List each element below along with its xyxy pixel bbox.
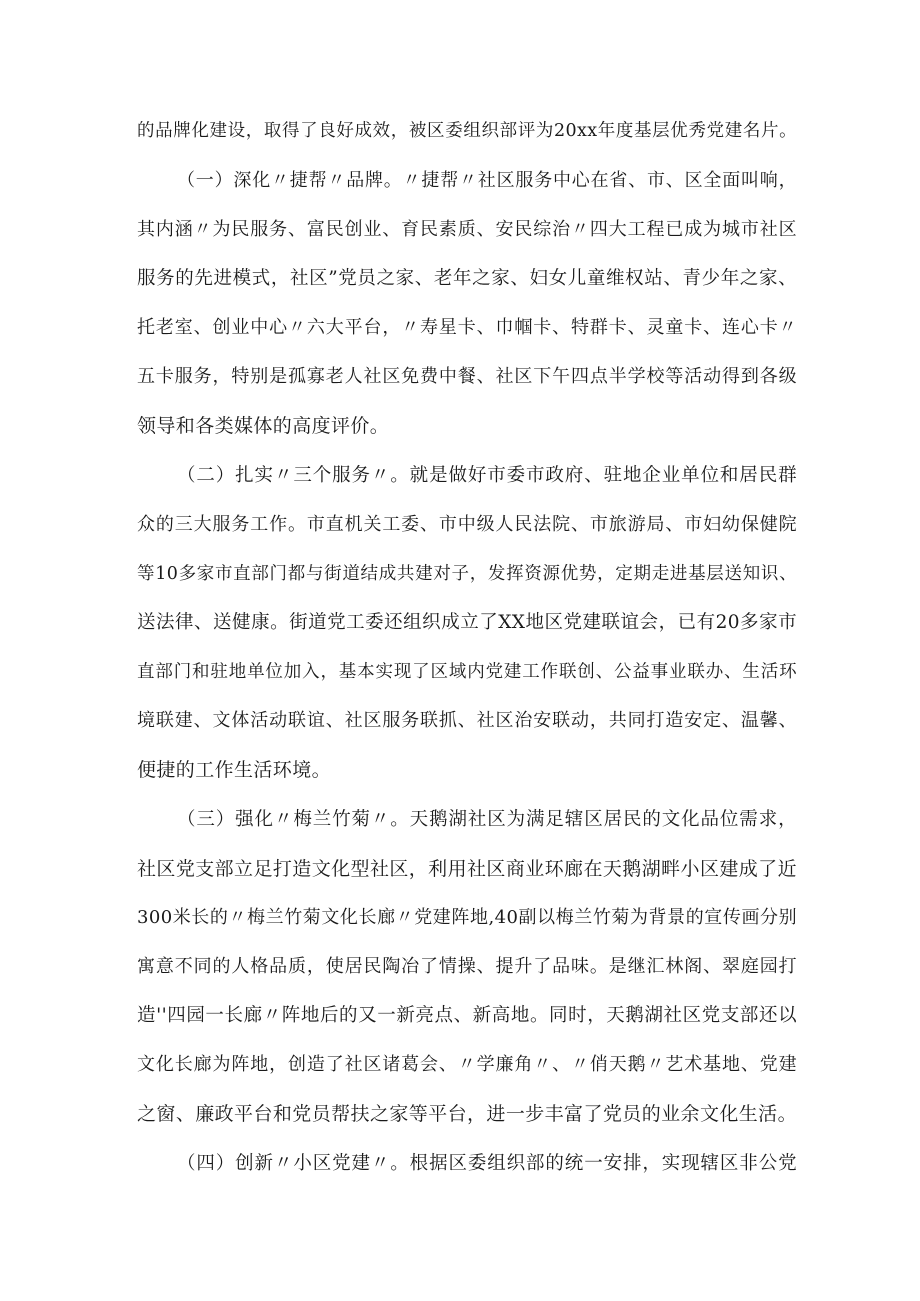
paragraph-line: 社区党支部立足打造文化型社区，利用社区商业环廊在天鹅湖畔小区建成了近 <box>137 858 797 880</box>
section-heading-line: （四）创新〃小区党建〃。根据区委组织部的统一安排，实现辖区非公党 <box>177 1153 797 1174</box>
paragraph-line: 托老室、创业中心〃六大平台，〃寿星卡、巾帼卡、特群卡、灵童卡、连心卡〃 <box>137 317 797 338</box>
paragraph-line: 其内涵〃为民服务、富民创业、育民素质、安民综治〃四大工程已成为城市社区 <box>137 219 797 240</box>
paragraph-line: 直部门和驻地单位加入，基本实现了区域内党建工作联创、公益事业联办、生活环 <box>137 662 797 682</box>
paragraph-line: 境联建、文体活动联谊、社区服务联抓、社区治安联动，共同打造安定、温馨、 <box>137 710 797 731</box>
paragraph-line: 文化长廊为阵地，创造了社区诸葛会、〃学廉角〃、〃俏天鹅〃艺术基地、党建 <box>137 1054 797 1075</box>
paragraph-line: 服务的先进模式，社区”党员之家、老年之家、妇女儿童维权站、青少年之家、 <box>137 268 797 289</box>
paragraph-line: 寓意不同的人格品质，使居民陶冶了情操、提升了品味。是继汇林阁、翠庭园打 <box>137 956 797 977</box>
paragraph-line: 众的三大服务工作。市直机关工委、市中级人民法院、市旅游局、市妇幼保健院 <box>137 514 797 535</box>
paragraph-line: 五卡服务，特别是孤寡老人社区免费中餐、社区下午四点半学校等活动得到各级 <box>137 366 797 387</box>
paragraph-line: 造''四园一长廊〃阵地后的又一新亮点、新高地。同时，天鹅湖社区党支部还以 <box>137 1005 797 1026</box>
paragraph-line: 送法律、送健康。街道党工委还组织成立了XX地区党建联谊会，已有20多家市 <box>137 612 797 633</box>
paragraph-line: 的品牌化建设，取得了良好成效，被区委组织部评为20xx年度基层优秀党建名片。 <box>137 121 797 141</box>
paragraph-line: 领导和各类媒体的高度评价。 <box>137 415 390 437</box>
paragraph-line: 等10多家市直部门都与街道结成共建对子，发挥资源优势，定期走进基层送知识、 <box>137 564 797 584</box>
paragraph-line: 之窗、廉政平台和党员帮扶之家等平台，进一步丰富了党员的业余文化生活。 <box>137 1103 797 1125</box>
paragraph-line: 300米长的〃梅兰竹菊文化长廊〃党建阵地,40副以梅兰竹菊为背景的宣传画分别 <box>137 907 797 928</box>
paragraph-line: 便捷的工作生活环境。 <box>137 759 332 781</box>
section-heading-line: （二）扎实〃三个服务〃。就是做好市委市政府、驻地企业单位和居民群 <box>177 465 797 486</box>
section-heading-line: （三）强化〃梅兰竹菊〃。天鹅湖社区为满足辖区居民的文化品位需求， <box>177 809 797 830</box>
section-heading-line: （一）深化〃捷帮〃品牌。〃捷帮〃社区服务中心在省、市、区全面叫响， <box>177 170 797 191</box>
